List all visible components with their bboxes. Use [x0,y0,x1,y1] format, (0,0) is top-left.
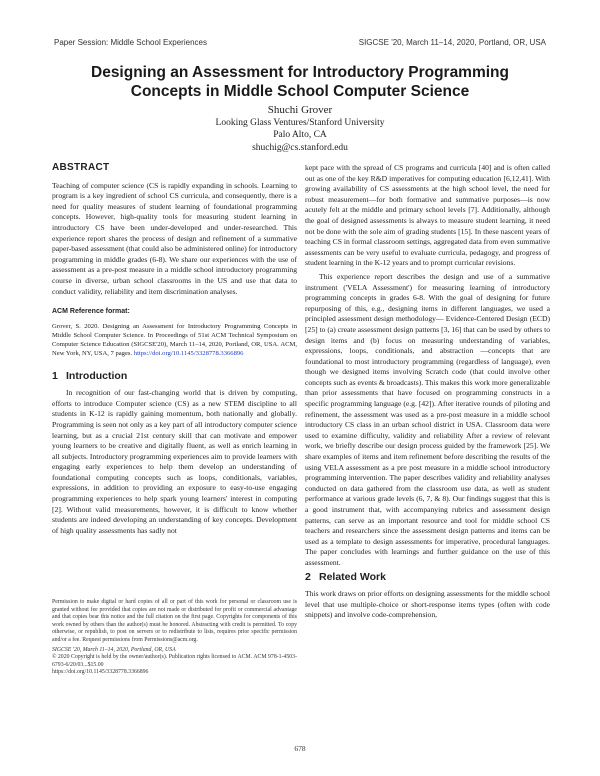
permissions-doi[interactable]: https://doi.org/10.1145/3328778.3366896 [52,669,149,676]
page-number: 678 [294,744,306,753]
running-header-right: SIGCSE '20, March 11–14, 2020, Portland, OR, USA [358,38,546,47]
left-column [52,163,297,539]
introduction-number: 1 [52,369,58,382]
author-block [100,104,500,154]
abstract-heading: ABSTRACT [52,162,110,173]
right-column [305,163,550,624]
related-work-title: Related Work [319,570,386,583]
right-para-2: This experience report describes the design and use of a summative instrument ('VELA Assessment') for measuring learning of introductory programming concepts in grades 6-8. With the goal of designing for future repurposing of this, e.g., designing items in different languages, we used a principled assessment design methodology— Evidence-Centered Design (ECD) [25] to (a) create assessment design patterns [3, 16] that can be used by others to design items and (b) focus on measuring understanding of variables, expressions, loops, conditionals, and abstraction —concepts that are foundational to most introductory programming (regardless of language), even though we designed items involving Scratch code (that could involve other concepts such as events & broadcasts). This makes this work more generalizable than prior assessments that have focused on programming constructs in a specific programming language (e.g. [42]). After iterative rounds of piloting and refinement, the assessment was used as a pre-post measure in a middle school introductory CS class in an urban school district in USA. Classroom data were used to examine difficulty, validity and reliability After a review of relevant work, we briefly describe our design process guided by the framework [25]. We share examples of items and item refinement before describing the results of the using VELA assessment as a pre post measure in a middle school introductory programming intervention. The paper describes validity and reliability analyses conducted on data gathered from the classroom use data, as well as student performance at various grade levels (6, 7, & 8). Our findings suggest that this is a good instrument that, with accompanying rubrics and assessment design patterns, can serve as an important resource and tool for middle school CS teachers and researchers since the assessment design patterns and items can be used as a template to design assessments for imperative, procedural languages. The paper concludes with learnings and further guidance on the use of this assessment. [305,271,550,567]
author-affiliation: Looking Glass Ventures/Stanford University [215,117,385,128]
acm-reference-heading: ACM Reference format: [52,308,130,316]
introduction-title: Introduction [66,369,128,382]
permissions-copyright: © 2020 Copyright is held by the owner/author(s). Publication rights licensed to ACM. ACM 978-1-4503-6793-6/20/03...$15.00 [52,654,297,668]
permissions-block [52,599,297,677]
right-para-1: kept pace with the spread of CS programs and curricula [40] and is often called out as one of the key R&D imperatives for computing education [6,12,41]. With growing availability of CS assessments at the high school level, the need for robust measurement—for both formative and summative purposes—is now acutely felt at the middle and primary school levels [7]. Additionally, although the goal of designed assessments is always to measure student learning, it need not be done with the sole aim of grading students [15]. In these nascent years of teaching CS in formal classroom settings, aggregated data from even summative assessments can be very useful to evaluate curricula, pedagogy, and progress of student learning in the K-12 years and to prompt curricular revisions. [305,163,550,268]
author-location: Palo Alto, CA [273,130,327,140]
permissions-venue: SIGCSE '20, March 11–14, 2020, Portland, OR, USA [52,646,176,653]
title-line-1: Designing an Assessment for Introductory Programming [91,64,509,81]
related-work-number: 2 [305,570,311,583]
acm-reference-citation: Grover, S. 2020. Designing an Assessment for Introductory Programming Concepts in Middle School Computer Science. In Proceedings of 51st ACM Technical Symposium on Computer Science Education (SIGCSE'20), March 11–14, 2020, Portland, OR, USA. ACM, New York, NY, USA, 7 pages. [52,322,297,358]
acm-reference-doi-link[interactable]: https://doi.org/10.1145/3328778.3366896 [133,350,244,358]
introduction-text: In recognition of our fast-changing world that is driven by computing, efforts to introduce Computer science (CS) as a new STEM discipline to all students in K-12 is rapidly gaining momentum, both nationally and globally. Programming is seen not only as a key part of all introductory computer science learning, but as a crucial 21st century skill that can motivate and empower young learners to be creative and digitally fluent, as well as enrich learning in all subjects. Introductory programming experiences aim to provide learners with engaging early experiences to help them develop an understanding of foundational computing concepts such as loops, conditionals, variables, expressions, in addition to providing an exposure to easy-to-use engaging programming experiences to help spark young learners' interest in computing [2]. Without valid measurements, however, it is difficult to know whether students are indeed developing an understanding of key concepts. Development of high quality assessments has sadly not [52,388,297,535]
related-work-heading [305,572,550,583]
introduction-heading [52,371,297,382]
author-email: shuchig@cs.stanford.edu [252,142,348,153]
abstract-text: Teaching of computer science (CS is rapidly expanding in schools. Learning to program is a key ingredient of school CS curricula, and consequently, there is a need for quality measures of student learning of foundational programming concepts. However, high-quality tools for measuring student learning in introductory CS have been under-developed and under-researched. This experience report shares the process of design and refinement of a summative paper-based assessment (that could also be administered online) for introductory programming in middle grades (6-8). We share our experiences with the use of assessment as a pre-post measure in a middle school introductory programming course in diverse, urban school classrooms in the US and use that data to conduct validity, reliability and item discrimination analyses. [52,180,297,296]
author-name: Shuchi Grover [267,104,333,116]
paper-title [40,63,560,101]
permissions-text: Permission to make digital or hard copies of all or part of this work for personal or classroom use is granted without fee provided that copies are not made or distributed for profit or commercial advantage and that copies bear this notice and the full citation on the first page. Copyrights for components of this work owned by others than the author(s) must be honored. Abstracting with credit is permitted. To copy otherwise, or republish, to post on servers or to redistribute to lists, requires prior specific permission and/or a fee. Request permissions from Permissions@acm.org. [52,599,297,643]
title-line-2: Concepts in Middle School Computer Science [130,83,470,100]
acm-reference-text [52,322,297,359]
running-header-left: Paper Session: Middle School Experiences [54,38,207,47]
related-work-text: This work draws on prior efforts on designing assessments for the middle school level that use multiple-choice or short-response items types (often with code snippets) and involve code-comprehension, [305,589,550,620]
